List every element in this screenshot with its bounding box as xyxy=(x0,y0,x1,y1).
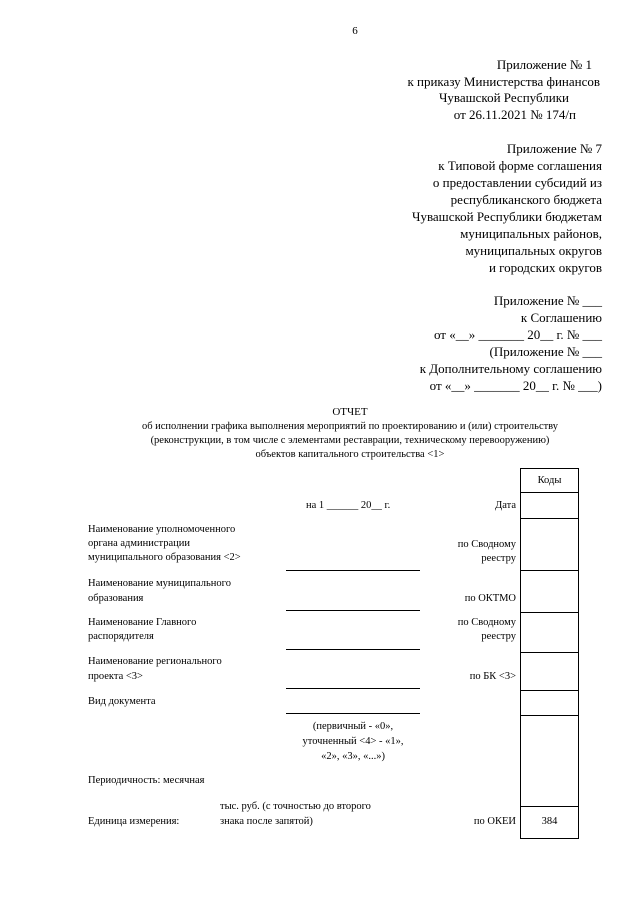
codes-header: Коды xyxy=(537,475,562,486)
municipality-label: Наименование муниципального xyxy=(88,578,231,589)
municipality-code-label: по ОКТМО xyxy=(464,593,516,604)
main-manager-code-label: по Сводному xyxy=(457,617,516,628)
municipality-label: образования xyxy=(88,593,144,604)
appendix-7-line: республиканского бюджета xyxy=(450,192,602,207)
date-label: Дата xyxy=(495,500,516,511)
codes-divider xyxy=(520,690,579,691)
appendix-7-line: муниципальных округов xyxy=(465,243,602,258)
report-subtitle-line: об исполнении графика выполнения мероприятий по проектированию и (или) строительству xyxy=(141,421,559,432)
agreement-line: от «__» _______ 20__ г. № ___ xyxy=(433,327,602,342)
agreement-line: Приложение № ___ xyxy=(493,293,602,308)
codes-column xyxy=(520,468,579,839)
doc-type-note: уточненный <4> - «1», xyxy=(302,736,404,747)
codes-divider xyxy=(520,518,579,519)
doc-type-note: «2», «3», «...») xyxy=(321,751,385,762)
authorized-org-label: муниципального образования <2> xyxy=(88,552,241,563)
unit-value: знака после запятой) xyxy=(220,816,313,827)
appendix-1-line: от 26.11.2021 № 174/п xyxy=(453,107,576,122)
unit-value: тыс. руб. (с точностью до второго xyxy=(220,801,371,812)
unit-label: Единица измерения: xyxy=(88,816,180,827)
report-subtitle-line: (реконструкции, в том числе с элементами реставрации, техническому перевооружению) xyxy=(150,435,550,446)
appendix-7-title: Приложение № 7 xyxy=(506,141,602,156)
authorized-org-code-label: по Сводному xyxy=(457,539,516,550)
appendix-7-line: о предоставлении субсидий из xyxy=(432,175,602,190)
main-manager-label: Наименование Главного xyxy=(88,617,197,628)
municipality-field[interactable] xyxy=(286,610,420,611)
regional-project-code-label: по БК <3> xyxy=(469,671,516,682)
main-manager-label: распорядителя xyxy=(88,631,154,642)
codes-divider xyxy=(520,612,579,613)
appendix-1-line: к приказу Министерства финансов xyxy=(407,74,600,89)
appendix-1-line: Чувашской Республики xyxy=(438,90,569,105)
appendix-1-title: Приложение № 1 xyxy=(496,57,592,72)
codes-divider xyxy=(520,652,579,653)
authorized-org-label: органа администрации xyxy=(88,538,191,549)
regional-project-field[interactable] xyxy=(286,688,420,689)
regional-project-label: Наименование регионального xyxy=(88,656,222,667)
agreement-line: (Приложение № ___ xyxy=(489,344,602,359)
authorized-org-code-label: реестру xyxy=(481,553,516,564)
codes-divider xyxy=(520,570,579,571)
codes-divider xyxy=(520,806,579,807)
authorized-org-field[interactable] xyxy=(286,570,420,571)
agreement-line: к Дополнительному соглашению xyxy=(419,361,602,376)
appendix-7-line: и городских округов xyxy=(488,260,602,275)
agreement-line: от «__» _______ 20__ г. № ___) xyxy=(429,378,602,393)
codes-divider xyxy=(520,492,579,493)
appendix-7-line: к Типовой форме соглашения xyxy=(438,158,602,173)
page-number: 6 xyxy=(352,25,358,37)
authorized-org-label: Наименование уполномоченного xyxy=(88,524,236,535)
doc-type-note: (первичный - «0», xyxy=(312,721,394,732)
doc-type-field[interactable] xyxy=(286,713,420,714)
appendix-7-line: муниципальных районов, xyxy=(460,226,602,241)
agreement-line: к Соглашению xyxy=(520,310,602,325)
doc-type-label: Вид документа xyxy=(88,696,156,707)
regional-project-label: проекта <3> xyxy=(88,671,143,682)
main-manager-code-label: реестру xyxy=(481,631,516,642)
main-manager-field[interactable] xyxy=(286,649,420,650)
report-title: ОТЧЕТ xyxy=(332,406,368,418)
periodicity: Периодичность: месячная xyxy=(88,775,205,786)
appendix-7-line: Чувашской Республики бюджетам xyxy=(412,209,602,224)
codes-divider xyxy=(520,715,579,716)
okei-value: 384 xyxy=(541,816,558,827)
okei-label: по ОКЕИ xyxy=(473,816,516,827)
report-date: на 1 ______ 20__ г. xyxy=(306,500,391,511)
report-subtitle-line: объектов капитального строительства <1> xyxy=(255,449,445,460)
